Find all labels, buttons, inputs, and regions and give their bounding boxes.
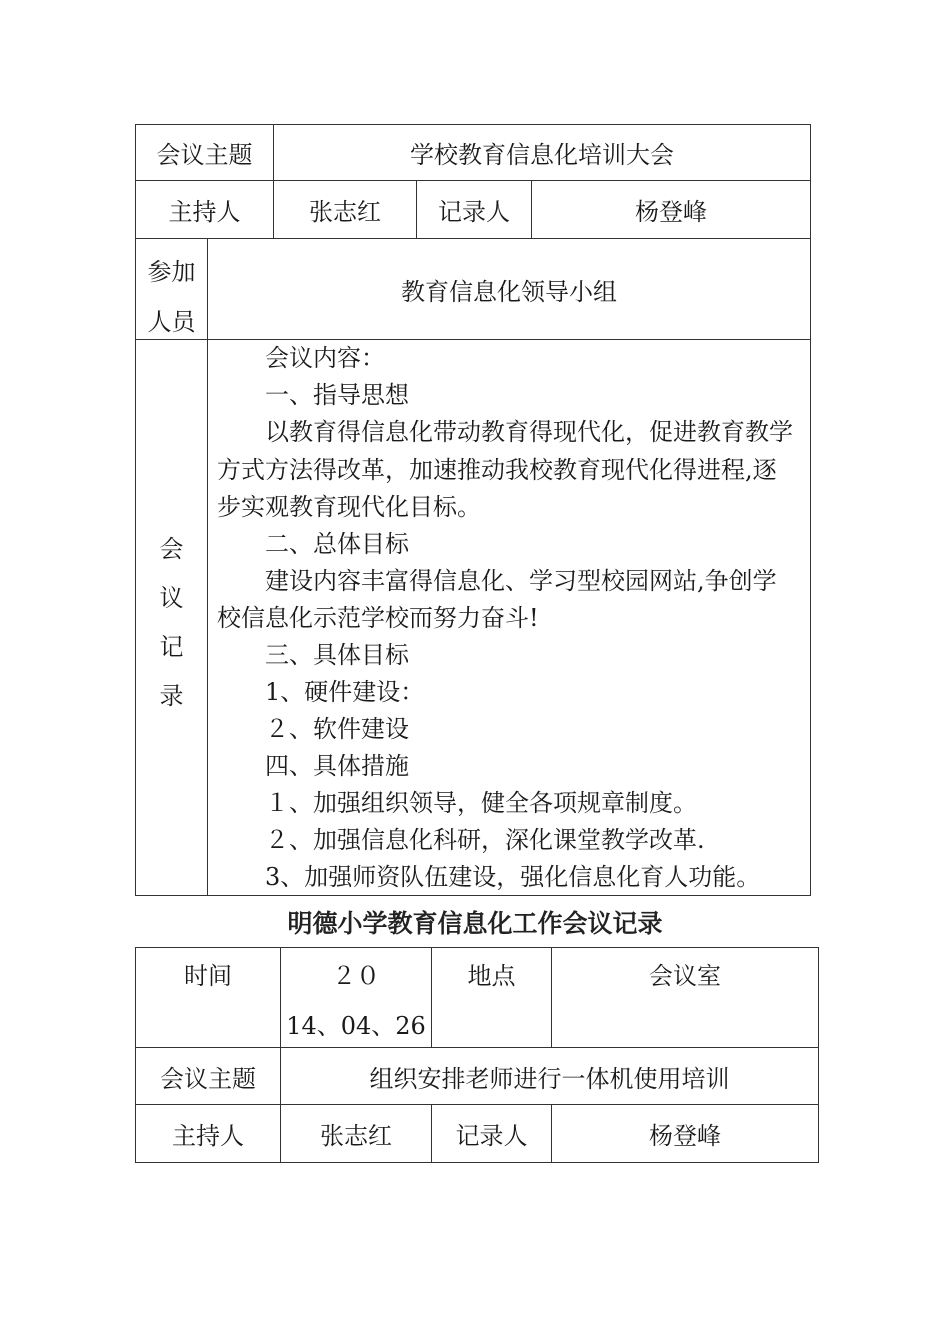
content-line: １、加强组织领导，健全各项规章制度。 xyxy=(265,789,697,817)
time-value-line-1: ２０ xyxy=(332,961,380,990)
recorder-label: 记录人 xyxy=(438,198,510,226)
content-line: 三、具体目标 xyxy=(265,641,409,669)
content-line: 校信息化示范学校而努力奋斗! xyxy=(217,604,539,632)
host-value: 张志红 xyxy=(309,198,381,226)
time-value-line-2: 14、04、26 xyxy=(286,1011,426,1040)
participants-label: 参加 人员 xyxy=(147,258,196,336)
place-value: 会议室 xyxy=(649,961,721,990)
content-line: 方式方法得改革，加速推动我校教育现代化得进程,逐 xyxy=(217,456,777,484)
topic-value: 学校教育信息化培训大会 xyxy=(410,141,674,169)
recorder-value: 杨登峰 xyxy=(635,198,707,226)
content-line: 二、总体目标 xyxy=(265,530,409,558)
record-label: 会 议 记 录 xyxy=(159,535,184,710)
host-value-2: 张志红 xyxy=(320,1122,392,1150)
place-label: 地点 xyxy=(467,961,516,990)
topic-label-2: 会议主题 xyxy=(160,1064,256,1093)
recorder-value-2: 杨登峰 xyxy=(649,1122,721,1150)
topic-label: 会议主题 xyxy=(156,141,253,169)
content-line: 3、加强师资队伍建设，强化信息化育人功能。 xyxy=(265,863,761,891)
time-label: 时间 xyxy=(184,961,232,990)
content-line: 一、指导思想 xyxy=(265,381,409,409)
content-line: 以教育得信息化带动教育得现代化，促进教育教学 xyxy=(265,418,793,446)
content-line: 步实观教育现代化目标。 xyxy=(217,493,481,521)
content-line: ２、软件建设 xyxy=(265,715,409,743)
host-label-2: 主持人 xyxy=(172,1122,244,1150)
host-label: 主持人 xyxy=(168,198,241,226)
content-line: ２、加强信息化科研，深化课堂教学改革. xyxy=(265,826,705,854)
topic-value-2: 组织安排老师进行一体机使用培训 xyxy=(369,1064,730,1093)
content-line: 1、硬件建设： xyxy=(265,678,425,706)
content-line: 四、具体措施 xyxy=(265,752,409,780)
content-line: 会议内容： xyxy=(265,344,385,372)
participants-value: 教育信息化领导小组 xyxy=(401,277,617,306)
content-line: 建设内容丰富得信息化、学习型校园网站,争创学 xyxy=(265,567,777,595)
recorder-label-2: 记录人 xyxy=(455,1122,528,1150)
document-title: 明德小学教育信息化工作会议记录 xyxy=(287,909,663,938)
